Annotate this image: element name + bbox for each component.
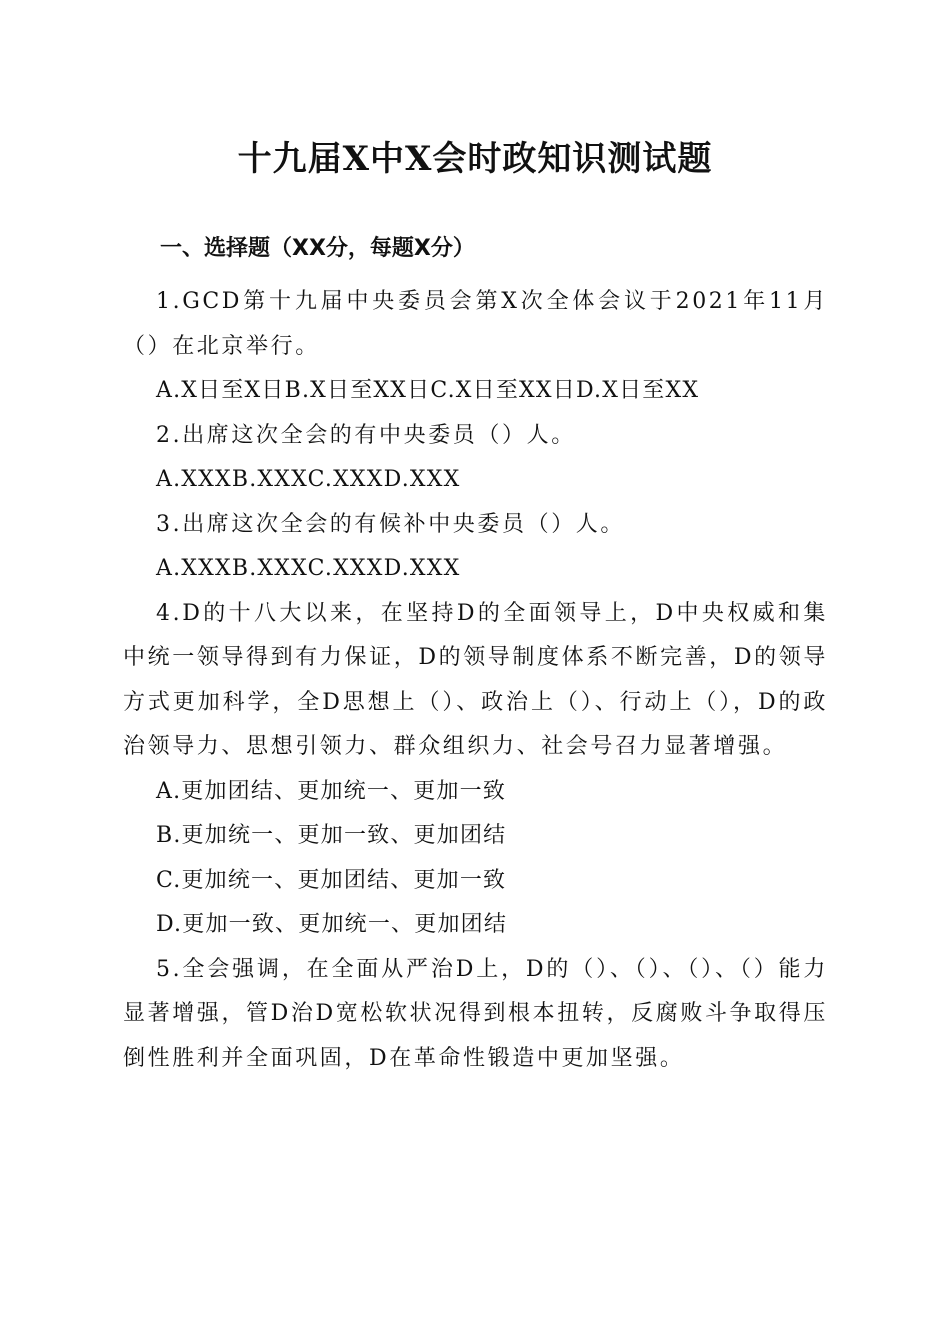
question-4-option-c: C.更加统一、更加团结、更加一致 [156,867,507,893]
question-2-stem: 2.出席这次全会的有中央委员（）人。 [156,422,576,448]
question-5-stem: 5.全会强调，在全面从严治D上，D的（）、（）、（）、（）能力显著增强，管D治D宽松软状况得到根本扭转，反腐败斗争取得压倒性胜利并全面巩固，D在革命性锻造中更加坚强。 [123,956,828,1071]
question-3-stem: 3.出席这次全会的有候补中央委员（）人。 [156,511,625,537]
section-heading: 一、选择题（XX分，每题X分） [160,236,475,261]
question-2-options: A.XXXB.XXXC.XXXD.XXX [156,467,461,492]
question-4-option-d: D.更加一致、更加统一、更加团结 [156,912,508,937]
question-4-option-b: B.更加统一、更加一致、更加团结 [156,823,507,848]
question-1-options: A.X日至X日B.X日至XX日C.X日至XX日D.X日至XX [156,378,700,403]
question-3-options: A.XXXB.XXXC.XXXD.XXX [156,556,461,581]
question-list [123,280,828,1081]
question-4-stem: 4.D的十八大以来，在坚持D的全面领导上，D中央权威和集中统一领导得到有力保证，D的领导制度体系不断完善，D的领导方式更加科学，全D思想上（）、政治上（）、行动上（），D的政治领导力、思想引领力、群众组织力、社会号召力显著增强。 [123,600,828,759]
question-1-stem: 1.GCD第十九届中央委员会第X次全体会议于2021年11月（）在北京举行。 [123,289,828,359]
document-title: 十九届X中X会时政知识测试题 [237,139,713,179]
question-4-option-a: A.更加团结、更加统一、更加一致 [156,778,507,804]
